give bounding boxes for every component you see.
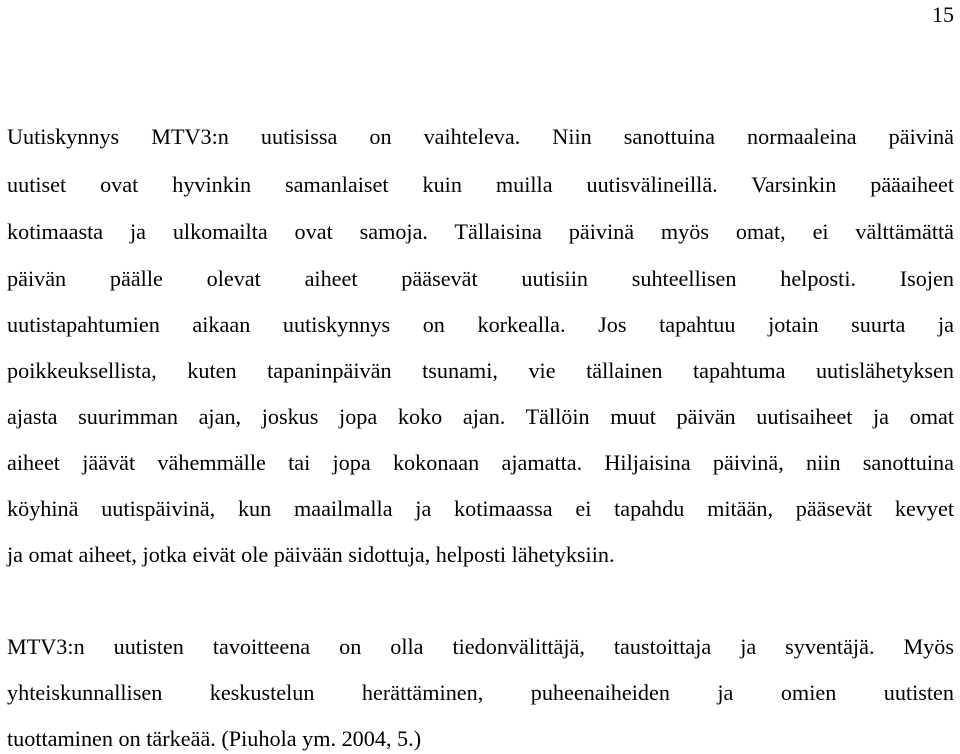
paragraph-line: Uutiskynnys MTV3:n uutisissa on vaihteleva. Niin sanottuina normaaleina päivinä	[7, 124, 954, 149]
paragraph-line: yhteiskunnallisen keskustelun herättäminen, puheenaiheiden ja omien uutisten	[7, 680, 954, 705]
paragraph-line: uutistapahtumien aikaan uutiskynnys on korkealla. Jos tapahtuu jotain suurta ja	[7, 312, 954, 337]
paragraph-line: tuottaminen on tärkeää. (Piuhola ym. 2004, 5.)	[7, 726, 422, 751]
page-number: 15	[932, 2, 954, 27]
paragraph-line: kotimaasta ja ulkomailta ovat samoja. Tällaisina päivinä myös omat, ei välttämättä	[7, 219, 954, 244]
paragraph-line: ja omat aiheet, jotka eivät ole päivään sidottuja, helposti lähetyksiin.	[7, 542, 615, 567]
paragraph-line: uutiset ovat hyvinkin samanlaiset kuin muilla uutisvälineillä. Varsinkin pääaiheet	[7, 172, 954, 197]
paragraph-line: aiheet jäävät vähemmälle tai jopa kokonaan ajamatta. Hiljaisina päivinä, niin sanottuina	[7, 450, 954, 475]
paragraph-line: ajasta suurimman ajan, joskus jopa koko ajan. Tällöin muut päivän uutisaiheet ja omat	[7, 404, 954, 429]
paragraph-line: poikkeuksellista, kuten tapaninpäivän tsunami, vie tällainen tapahtuma uutislähetyksen	[7, 358, 954, 383]
paragraph-line: päivän päälle olevat aiheet pääsevät uutisiin suhteellisen helposti. Isojen	[7, 266, 954, 291]
paragraph-line: köyhinä uutispäivinä, kun maailmalla ja kotimaassa ei tapahdu mitään, pääsevät kevyet	[7, 496, 954, 521]
paragraph-line: MTV3:n uutisten tavoitteena on olla tiedonvälittäjä, taustoittaja ja syventäjä. Myös	[7, 634, 954, 659]
